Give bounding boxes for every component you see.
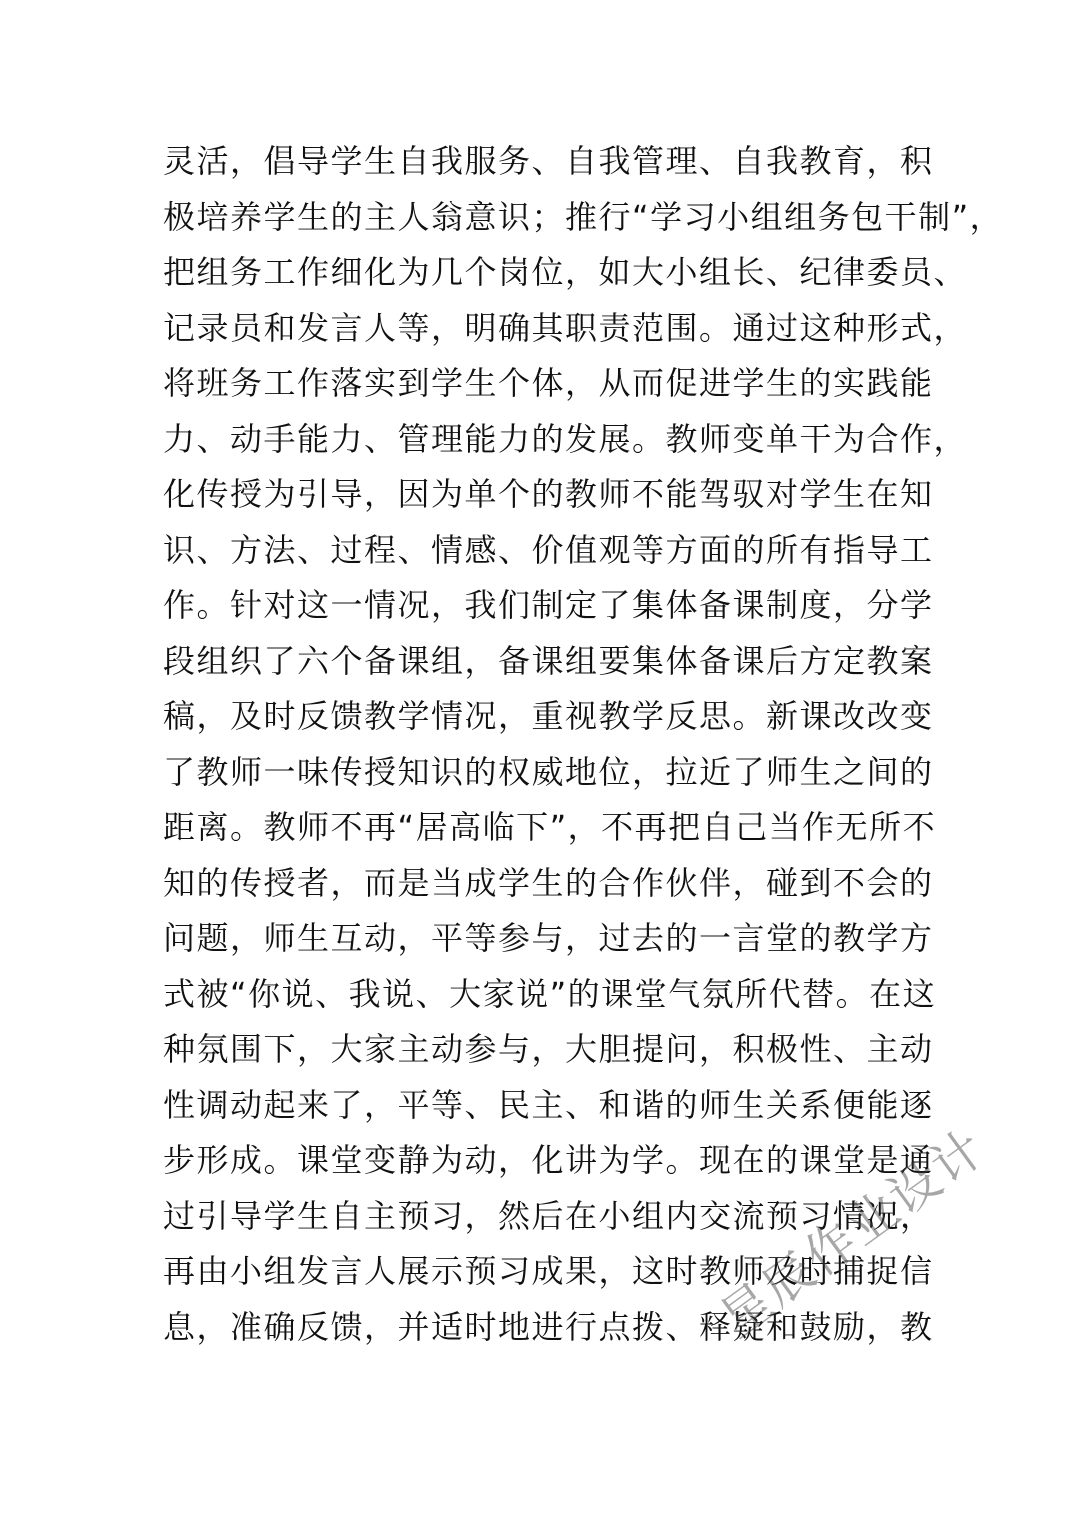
text-line: 作。针对这一情况，我们制定了集体备课制度，分学: [163, 586, 934, 624]
text-line: 息，准确反馈，并适时地进行点拨、释疑和鼓励，教: [163, 1307, 934, 1346]
text-line: 把组务工作细化为几个岗位，如大小组长、纪律委员、: [163, 253, 968, 291]
text-line: 识、方法、过程、情感、价值观等方面的所有指导工: [163, 530, 934, 569]
text-line: 将班务工作落实到学生个体，从而促进学生的实践能: [163, 364, 934, 402]
text-line: 稿，及时反馈教学情况，重视教学反思。新课改改变: [163, 697, 934, 735]
text-line: 距离。教师不再“居高临下”，不再把自己当作无所不: [163, 808, 937, 846]
text-line: 记录员和发言人等，明确其职责范围。通过这种形式，: [163, 308, 968, 347]
text-line: 力、动手能力、管理能力的发展。教师变单干为合作，: [163, 419, 968, 458]
text-line: 灵活，倡导学生自我服务、自我管理、自我教育，积: [163, 142, 934, 180]
text-line: 再由小组发言人展示预习成果，这时教师及时捕捉信: [163, 1252, 934, 1290]
text-line: 式被“你说、我说、大家说”的课堂气氛所代替。在这: [163, 974, 937, 1013]
text-line: 问题，师生互动，平等参与，过去的一言堂的教学方: [163, 919, 934, 957]
body-text: [163, 134, 1004, 1355]
text-line: 知的传授者，而是当成学生的合作伙伴，碰到不会的: [163, 863, 934, 902]
text-line: 化传授为引导，因为单个的教师不能驾驭对学生在知: [163, 475, 934, 513]
text-line: 性调动起来了，平等、民主、和谐的师生关系便能逐: [163, 1085, 934, 1124]
text-line: 了教师一味传授知识的权威地位，拉近了师生之间的: [163, 752, 934, 791]
text-line: 段组织了六个备课组，备课组要集体备课后方定教案: [163, 641, 934, 680]
text-line: 种氛围下，大家主动参与，大胆提问，积极性、主动: [163, 1030, 934, 1068]
text-line: 极培养学生的主人翁意识；推行“学习小组组务包干制”，: [163, 197, 1004, 236]
text-line: 过引导学生自主预习，然后在小组内交流预习情况，: [163, 1196, 934, 1235]
watermark: 星辰作业设计: [709, 1118, 996, 1349]
text-line: 步形成。课堂变静为动，化讲为学。现在的课堂是通: [163, 1141, 934, 1179]
